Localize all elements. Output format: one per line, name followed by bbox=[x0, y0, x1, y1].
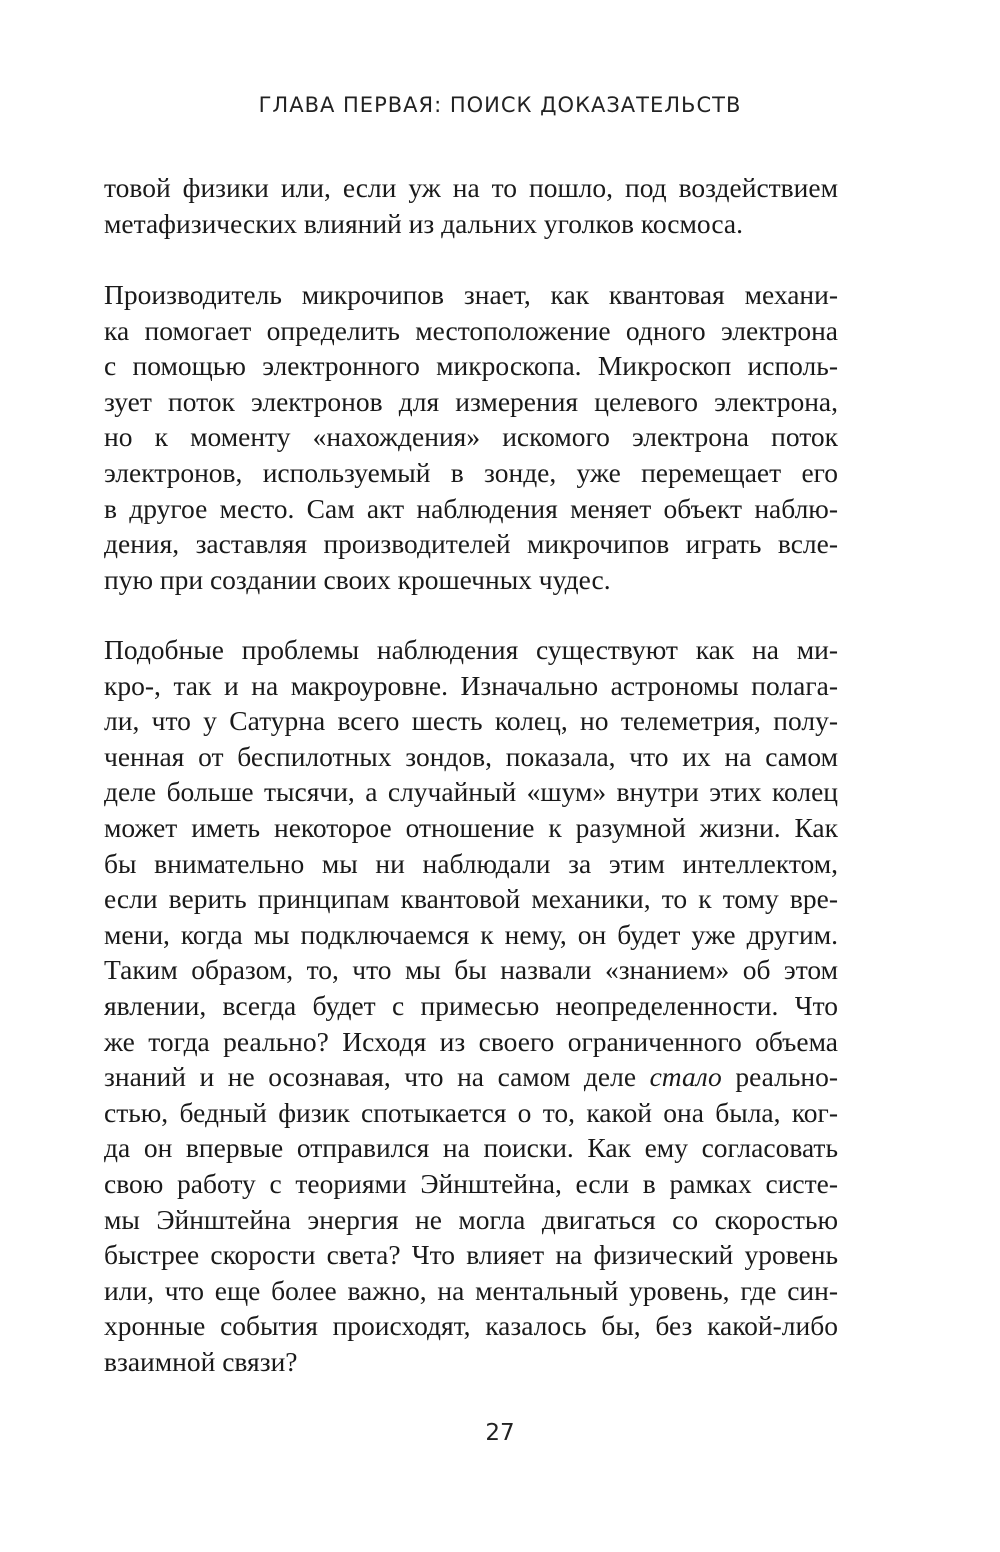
text-line: Производитель микрочипов знает, как квантовая механи- bbox=[104, 279, 838, 310]
text-line: быстрее скорости света? Что влияет на физический уровень bbox=[104, 1239, 838, 1271]
text-line: ченная от беспилотных зондов, показала, что их на самом bbox=[104, 740, 838, 772]
text-line: в другое место. Сам акт наблюдения меняет объект наблю- bbox=[104, 492, 838, 524]
text-line: электронов, используемый в зонде, уже перемещает его bbox=[104, 456, 838, 488]
text-line: деле больше тысячи, а случайный «шум» внутри этих колец bbox=[104, 776, 838, 808]
text-line: товой физики или, если уж на то пошло, под воздействием bbox=[104, 172, 838, 203]
text-line: пую при создании своих крошечных чудес. bbox=[104, 563, 611, 595]
text-line: ка помогает определить местоположение одного электрона bbox=[104, 314, 838, 346]
text-line: Подобные проблемы наблюдения существуют как на ми- bbox=[104, 634, 838, 665]
paragraph-1 bbox=[104, 170, 838, 241]
text-line: стью, бедный физик спотыкается о то, какой она была, ког- bbox=[104, 1096, 838, 1128]
text-line: ли, что у Сатурна всего шесть колец, но телеметрия, полу- bbox=[104, 705, 838, 737]
text-line: кро-, так и на макроуровне. Изначально астрономы полага- bbox=[104, 669, 838, 701]
text-segment: знаний и не осознавая, что на самом деле bbox=[104, 1061, 650, 1093]
text-line: но к моменту «нахождения» искомого электрона поток bbox=[104, 421, 838, 453]
text-line: Таким образом, то, что мы бы назвали «знанием» об этом bbox=[104, 954, 838, 986]
text-line: дения, заставляя производителей микрочипов играть всле- bbox=[104, 528, 838, 560]
text-line: взаимной связи? bbox=[104, 1345, 298, 1377]
running-head: ГЛАВА ПЕРВАЯ: ПОИСК ДОКАЗАТЕЛЬСТВ bbox=[258, 93, 742, 117]
text-line: свою работу с теориями Эйнштейна, если в рамках систе- bbox=[104, 1167, 838, 1199]
text-line: мени, когда мы подключаемся к нему, он будет уже другим. bbox=[104, 918, 838, 950]
text-line: явлении, всегда будет с примесью неопределенности. Что bbox=[104, 989, 838, 1021]
text-line: мы Эйнштейна энергия не могла двигаться со скоростью bbox=[104, 1203, 838, 1235]
text-line: да он впервые отправился на поиски. Как ему согласовать bbox=[104, 1132, 838, 1164]
paragraph-2 bbox=[104, 277, 838, 597]
text-line: или, что еще более важно, на ментальный уровень, где син- bbox=[104, 1274, 838, 1306]
text-segment: реально- bbox=[721, 1061, 838, 1093]
text-line: может иметь некоторое отношение к разумной жизни. Как bbox=[104, 811, 838, 843]
text-line: метафизических влияний из дальних уголков космоса. bbox=[104, 207, 743, 239]
text-line: зует поток электронов для измерения целевого электрона, bbox=[104, 385, 838, 417]
italic-word: стало bbox=[649, 1061, 722, 1093]
paragraph-3 bbox=[104, 632, 838, 1379]
text-line: бы внимательно мы ни наблюдали за этим интеллектом, bbox=[104, 847, 838, 879]
page-number: 27 bbox=[485, 1420, 515, 1446]
text-line: хронные события происходят, казалось бы, без какой-либо bbox=[104, 1310, 838, 1342]
text-line: с помощью электронного микроскопа. Микроскоп исполь- bbox=[104, 350, 838, 382]
text-line: если верить принципам квантовой механики, то к тому вре- bbox=[104, 883, 838, 915]
text-line: же тогда реально? Исходя из своего ограниченного объема bbox=[104, 1025, 838, 1057]
text-line bbox=[104, 1059, 838, 1095]
